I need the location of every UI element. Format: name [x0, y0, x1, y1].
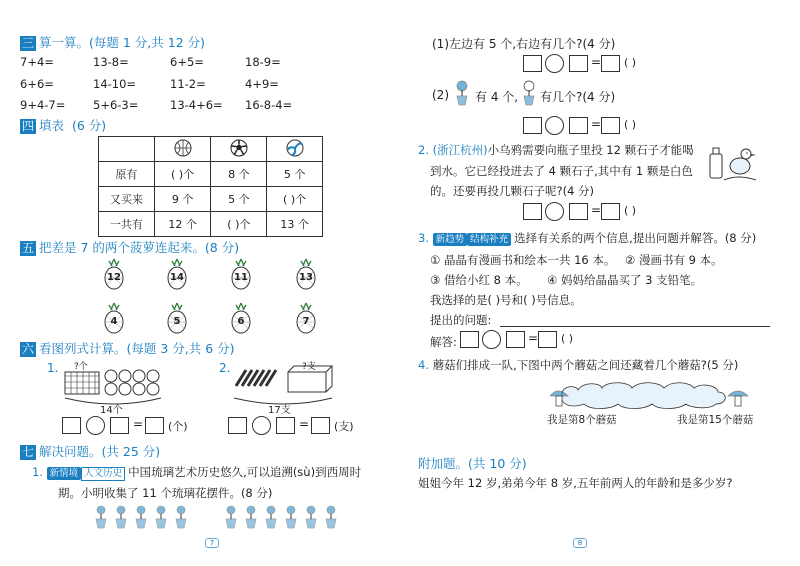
volleyball-icon [286, 139, 304, 157]
question-4 [418, 357, 738, 373]
section-title: 看图列式计算。 [39, 341, 127, 356]
answer-box[interactable] [538, 331, 557, 348]
equals-sign: = [591, 203, 602, 217]
section-7-header [20, 442, 160, 460]
pineapple[interactable] [230, 258, 252, 290]
pineapple[interactable] [103, 258, 125, 290]
pineapple[interactable] [295, 258, 317, 290]
table-row [99, 187, 323, 212]
unit-paren[interactable]: ( ) [561, 332, 574, 345]
pineapple-number: 12 [107, 272, 121, 283]
operator-circle[interactable] [252, 416, 271, 435]
answer-box[interactable] [601, 55, 620, 72]
answer-box[interactable] [569, 55, 588, 72]
sub-question-2-end: 有几个?(4 分) [540, 90, 616, 104]
table-cell: 12 个 [154, 212, 211, 237]
unit-paren[interactable]: ( ) [624, 56, 637, 69]
choose-info-line[interactable]: 我选择的是( )号和( )号信息。 [430, 293, 582, 307]
glass-flower-vase-icon [152, 505, 170, 529]
calc-item[interactable]: 18-9= [245, 55, 281, 69]
calc-item[interactable]: 9+4-7= [20, 98, 66, 112]
bonus-title: 附加题。 [418, 456, 469, 471]
question-number: 4. [418, 358, 429, 372]
table-row [99, 212, 323, 237]
answer-box[interactable] [601, 203, 620, 220]
question-number: 1. [32, 465, 43, 479]
equals-sign: = [591, 117, 602, 131]
calc-item[interactable]: 5+6-3= [93, 98, 139, 112]
unit-paren[interactable]: ( ) [624, 118, 637, 131]
crow-bottle-illustration [708, 140, 760, 186]
pineapple[interactable] [103, 302, 125, 334]
page-number: 8 [573, 538, 587, 548]
pineapple[interactable] [230, 302, 252, 334]
operator-circle[interactable] [545, 54, 564, 73]
calc-item[interactable]: 4+9= [245, 77, 279, 91]
info-item: ③ 借给小红 8 本。 [430, 273, 528, 287]
pineapple[interactable] [295, 302, 317, 334]
table-cell: 9 个 [154, 187, 211, 212]
calc-item[interactable]: 11-2= [170, 77, 206, 91]
problem-2-number: 2. [219, 361, 231, 375]
fill-table [98, 136, 323, 237]
question-text: 的。还要再投几颗石子呢?(4 分) [430, 184, 595, 198]
answer-line[interactable] [500, 326, 770, 327]
section-badge: 四 [22, 119, 35, 133]
mushroom-label-left: 我是第8个蘑菇 [547, 414, 617, 426]
section-note: (每题 1 分,共 12 分) [89, 35, 206, 50]
operator-circle[interactable] [86, 416, 105, 435]
problem-1-total: 14个 [100, 405, 123, 416]
problem-2-unknown: ?支 [302, 362, 316, 372]
section-badge: 三 [22, 36, 35, 50]
question-number: 3. [418, 231, 429, 245]
section-note: (6 分) [71, 118, 107, 133]
answer-box[interactable] [276, 417, 295, 434]
section-title: 填表 [39, 118, 65, 133]
flower-vase-icon [519, 80, 539, 106]
answer-box[interactable] [523, 203, 542, 220]
section-6-header [20, 339, 235, 357]
problem-2-total: 17支 [268, 405, 291, 416]
question-source: (浙江杭州) [432, 143, 488, 157]
pineapple-number: 7 [302, 316, 310, 327]
row-label: 一共有 [99, 212, 155, 237]
answer-box[interactable] [569, 117, 588, 134]
pineapple[interactable] [166, 302, 188, 334]
pineapple-number: 14 [170, 272, 184, 283]
structure-tag: 结构补充 [467, 233, 511, 246]
question-2 [418, 142, 694, 158]
table-cell: 13 个 [267, 212, 323, 237]
answer-box[interactable] [311, 417, 330, 434]
answer-box[interactable] [506, 331, 525, 348]
basketball-icon [174, 139, 192, 157]
equals-sign: = [528, 331, 539, 345]
operator-circle[interactable] [545, 116, 564, 135]
info-item: ② 漫画书有 9 本。 [625, 253, 723, 267]
section-badge: 七 [22, 445, 35, 459]
answer-label: 解答: [430, 335, 457, 349]
section-title: 把差是 7 的两个菠萝连起来。 [39, 240, 205, 255]
pineapple-number: 5 [173, 316, 181, 327]
question-text: 小乌鸦需要向瓶子里投 12 颗石子才能喝 [487, 143, 694, 157]
section-badge: 五 [22, 241, 35, 255]
calc-item[interactable]: 16-8-4= [245, 98, 293, 112]
calc-item[interactable]: 6+5= [170, 55, 204, 69]
calc-item[interactable]: 13-4+6= [170, 98, 223, 112]
problem-1-unknown: ?个 [74, 362, 88, 372]
row-label: 原有 [99, 162, 155, 187]
equals-sign: = [591, 55, 602, 69]
operator-circle[interactable] [482, 330, 501, 349]
operator-circle[interactable] [545, 202, 564, 221]
answer-box[interactable] [523, 117, 542, 134]
glass-flower-vase-icon [242, 505, 260, 529]
glass-flower-vase-icon [282, 505, 300, 529]
equals-sign: = [299, 417, 310, 431]
table-cell[interactable]: ( )个 [211, 212, 267, 237]
question-text: 到水。它已经投进去了 4 颗石子,其中有 1 颗是白色 [430, 164, 693, 178]
calc-item[interactable]: 6+6= [20, 77, 54, 91]
sub-question-1: (1)左边有 5 个,右边有几个?(4 分) [432, 37, 616, 51]
bonus-header [418, 454, 527, 472]
calc-item[interactable]: 14-10= [93, 77, 137, 91]
glass-flower-vase-icon [132, 505, 150, 529]
glass-flower-vase-icon [322, 505, 340, 529]
flower-vase-icon [452, 80, 472, 106]
section-note: (8 分) [204, 240, 240, 255]
answer-box[interactable] [569, 203, 588, 220]
answer-box[interactable] [228, 417, 247, 434]
table-cell[interactable]: ( )个 [154, 162, 211, 187]
right-page [400, 0, 800, 566]
question-text: 蘑菇们排成一队,下图中两个蘑菇之间还藏着几个蘑菇?(5 分) [432, 358, 739, 372]
new-trend-tag: 新趋势 [433, 233, 468, 246]
table-corner [99, 137, 155, 162]
unit-label: (个) [168, 420, 188, 433]
question-text: 期。小明收集了 11 个琉璃花摆件。(8 分) [58, 486, 273, 500]
section-5-header [20, 238, 239, 256]
section-badge: 六 [22, 342, 35, 356]
question-text: 中国琉璃艺术历史悠久,可以追溯(sù)到西周时 [128, 465, 362, 479]
table-cell: 5 个 [211, 187, 267, 212]
unit-label: (支) [334, 420, 354, 433]
bonus-note: (共 10 分) [468, 456, 527, 471]
table-row [99, 162, 323, 187]
bonus-question: 姐姐今年 12 岁,弟弟今年 8 岁,五年前两人的年龄和是多少岁? [418, 476, 733, 490]
info-item: ① 晶晶有漫画书和绘本一共 16 本。 [430, 253, 616, 267]
row-label: 又买来 [99, 187, 155, 212]
new-context-tag: 新情境 [47, 467, 82, 480]
sub-question-2-mid: 有 4 个, [475, 90, 519, 104]
pineapple-number: 4 [110, 316, 118, 327]
soccer-ball-icon [230, 139, 248, 157]
mushroom-label-right: 我是第15个蘑菇 [677, 414, 754, 426]
question-1 [32, 464, 361, 481]
answer-box[interactable] [523, 55, 542, 72]
pineapple-number: 6 [237, 316, 245, 327]
section-note: (共 25 分) [101, 444, 161, 459]
equals-sign: = [133, 417, 144, 431]
question-text: 选择有关系的两个信息,提出问题并解答。(8 分) [514, 231, 757, 245]
answer-box[interactable] [145, 417, 164, 434]
section-title: 算一算。 [39, 35, 90, 50]
ball-basketball-cell [154, 137, 211, 162]
page-number: 7 [205, 538, 219, 548]
calc-item[interactable]: 13-8= [93, 55, 129, 69]
glass-flower-vase-icon [222, 505, 240, 529]
pineapple[interactable] [166, 258, 188, 290]
table-cell[interactable]: ( )个 [267, 187, 323, 212]
ask-question-label: 提出的问题: [430, 313, 492, 327]
history-tag: 人文历史 [81, 467, 125, 481]
unit-paren[interactable]: ( ) [624, 204, 637, 217]
sub-question-2-prefix: (2) [432, 88, 449, 102]
table-cell: 5 个 [267, 162, 323, 187]
section-note: (每题 3 分,共 6 分) [126, 341, 235, 356]
calc-item[interactable]: 7+4= [20, 55, 54, 69]
table-cell: 8 个 [211, 162, 267, 187]
question-number: 2. [418, 143, 429, 157]
answer-box[interactable] [62, 417, 81, 434]
glass-flower-vase-icon [172, 505, 190, 529]
info-item: ④ 妈妈给晶晶买了 3 支铅笔。 [547, 273, 703, 287]
answer-box[interactable] [601, 117, 620, 134]
glass-flower-vase-icon [112, 505, 130, 529]
ball-soccer-cell [211, 137, 267, 162]
glass-flower-vase-icon [302, 505, 320, 529]
pineapple-number: 11 [234, 272, 248, 283]
glass-flower-vase-icon [92, 505, 110, 529]
section-3-header [20, 33, 205, 51]
answer-box[interactable] [110, 417, 129, 434]
section-title: 解决问题。 [39, 444, 102, 459]
problem-1-number: 1. [47, 361, 59, 375]
section-4-header [20, 116, 106, 134]
question-3 [418, 230, 756, 246]
pineapple-number: 13 [299, 272, 313, 283]
answer-box[interactable] [460, 331, 479, 348]
ball-volleyball-cell [267, 137, 323, 162]
glass-flower-vase-icon [262, 505, 280, 529]
mushroom-queue-figure [550, 378, 750, 412]
table-row [99, 137, 323, 162]
